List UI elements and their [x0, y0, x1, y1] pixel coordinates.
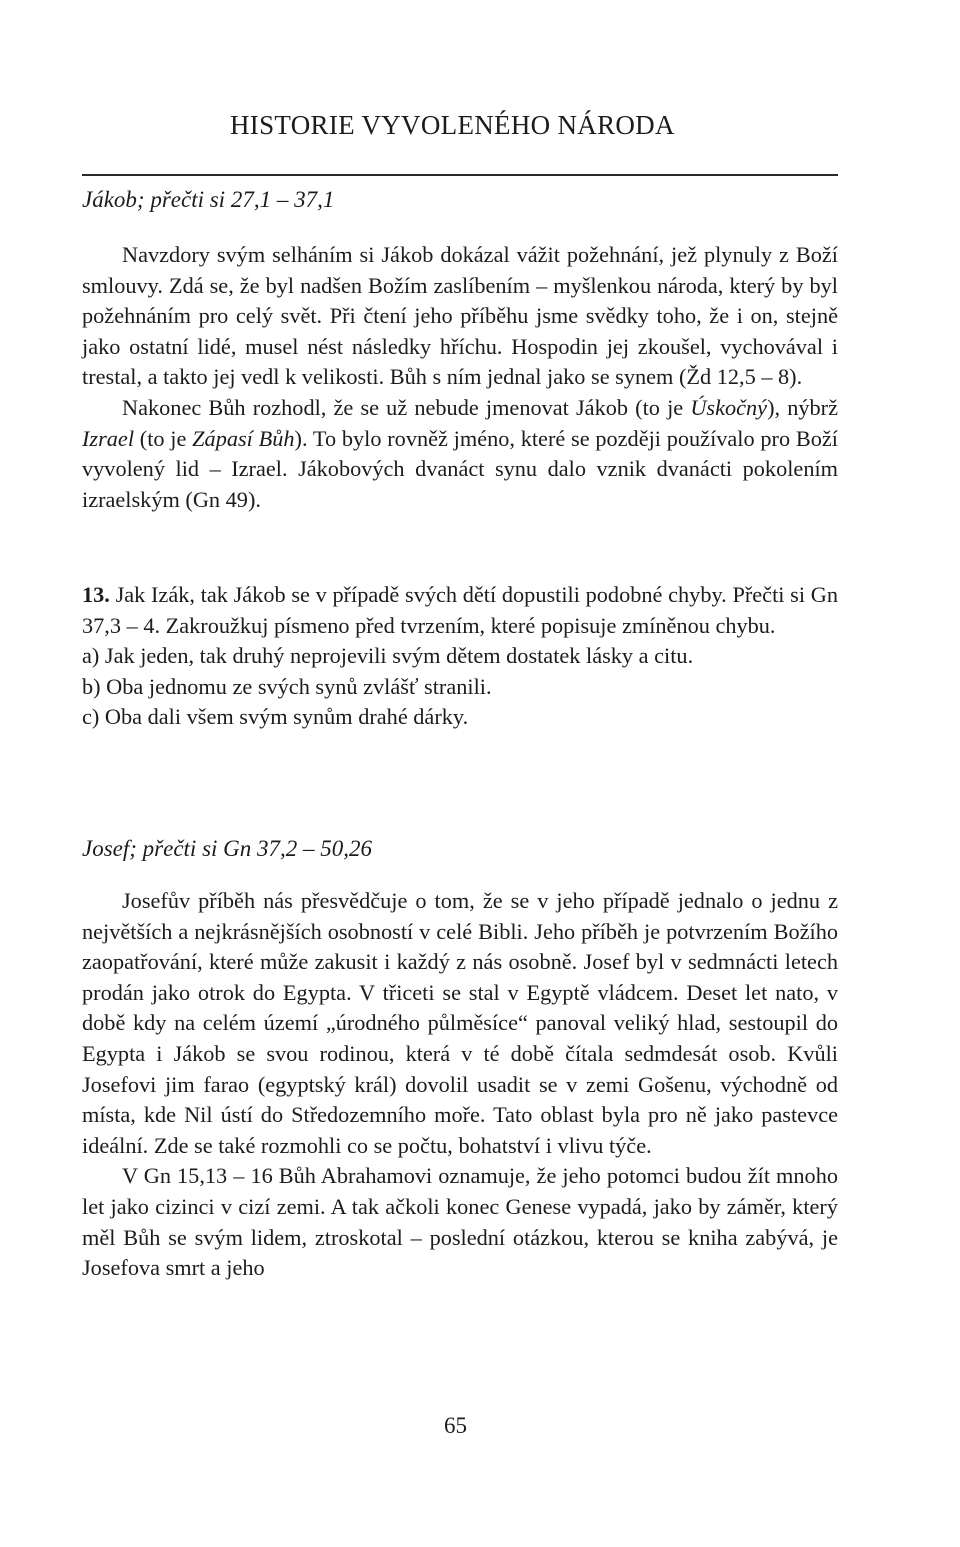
jakob-paragraph-2-part-3: (to je: [134, 425, 193, 451]
answer-option-a[interactable]: a) Jak jeden, tak druhý neprojevili svým dětem dostatek lásky a citu.: [82, 643, 694, 669]
name-meaning-uskocny: Úskočný: [690, 394, 768, 420]
jakob-paragraph-2-part-2: ), nýbrž: [767, 394, 838, 420]
jakob-paragraph-2-part-4: ). To bylo rovněž jméno, které se později používalo pro Boží vyvolený lid – Izrael. Jákobových dvanáct synu dalo vznik dvanácti pokolením izraelským (Gn 49).: [82, 425, 838, 512]
question-13: [82, 580, 838, 641]
jakob-paragraph-2-part-1: Nakonec Bůh rozhodl, že se už nebude jmenovat Jákob (to je: [122, 394, 691, 420]
page-number: 65: [444, 1413, 467, 1438]
book-page: [82, 0, 838, 1547]
answer-option-c[interactable]: c) Oba dali všem svým synům drahé dárky.: [82, 704, 469, 730]
running-head-title: HISTORIE VYVOLENÉHO NÁRODA: [230, 110, 675, 140]
section-heading-josef: Josef; přečti si Gn 37,2 – 50,26: [82, 836, 373, 861]
answer-option-b[interactable]: b) Oba jednomu ze svých synů zvlášť stranili.: [82, 673, 492, 699]
jakob-paragraph-2: [82, 393, 838, 515]
question-text: Jak Izák, tak Jákob se v případě svých dětí dopustili podobné chyby. Přečti si Gn 37,3 – 4. Zakroužkuj písmeno před tvrzením, které popisuje zmíněnou chybu.: [82, 582, 838, 638]
question-number: 13.: [82, 582, 110, 607]
josef-paragraph-2: V Gn 15,13 – 16 Bůh Abrahamovi oznamuje, že jeho potomci budou žít mnoho let jako cizinci v cizí zemi. A tak ačkoli konec Genese vypadá, jako by záměr, který měl Bůh se svým lidem, ztroskotal – poslední otázkou, kterou se kniha zabývá, je Josefova smrt a jeho: [82, 1163, 838, 1281]
jakob-paragraph-1: Navzdory svým selháním si Jákob dokázal vážit požehnání, jež plynuly z Boží smlouvy. Zdá se, že byl nadšen Božím zaslíbením – myšlenkou národa, který by byl požehnáním pro celý svět. Při čtení jeho příběhu jsme svědky toho, že i on, stejně jako ostatní lidé, musel nést následky hříchu. Hospodin jej zkoušel, vychovával i trestal, a takto jej vedl k velikosti. Bůh s ním jednal jako se synem (Žd 12,5 – 8).: [82, 242, 838, 390]
josef-text-block: [82, 886, 838, 1284]
name-meaning-zapasi-buh: Zápasí Bůh: [192, 425, 295, 451]
jakob-text-block: [82, 240, 838, 515]
question-block: [82, 580, 838, 733]
running-head: [82, 100, 838, 176]
josef-paragraph-1: Josefův příběh nás přesvědčuje o tom, že se v jeho případě jednalo o jednu z největších a nejkrásnějších osobností v celé Bibli. Jeho příběh je potvrzením Božího zaopatřování, které může zakusit i každý z nás osobně. Josef byl v sedmnácti letech prodán jako otrok do Egypta. V třiceti se stal v Egyptě vládcem. Deset let nato, v době kdy na celém území „úrodného půlměsíce“ panoval veliký hlad, sestoupil do Egypta i Jákob se svou rodinou, která v té době čítala sedmdesát osob. Kvůli Josefovi jim farao (egyptský král) dovolil usadit se v zemi Gošenu, východně od místa, kde Nil ústí do Středozemního moře. Tato oblast byla pro ně jako pastevce ideální. Zde se také rozmohli co se počtu, bohatství i vlivu týče.: [82, 888, 838, 1158]
section-heading-jakob: Jákob; přečti si 27,1 – 37,1: [82, 187, 335, 212]
name-izrael: Izrael: [82, 425, 135, 451]
